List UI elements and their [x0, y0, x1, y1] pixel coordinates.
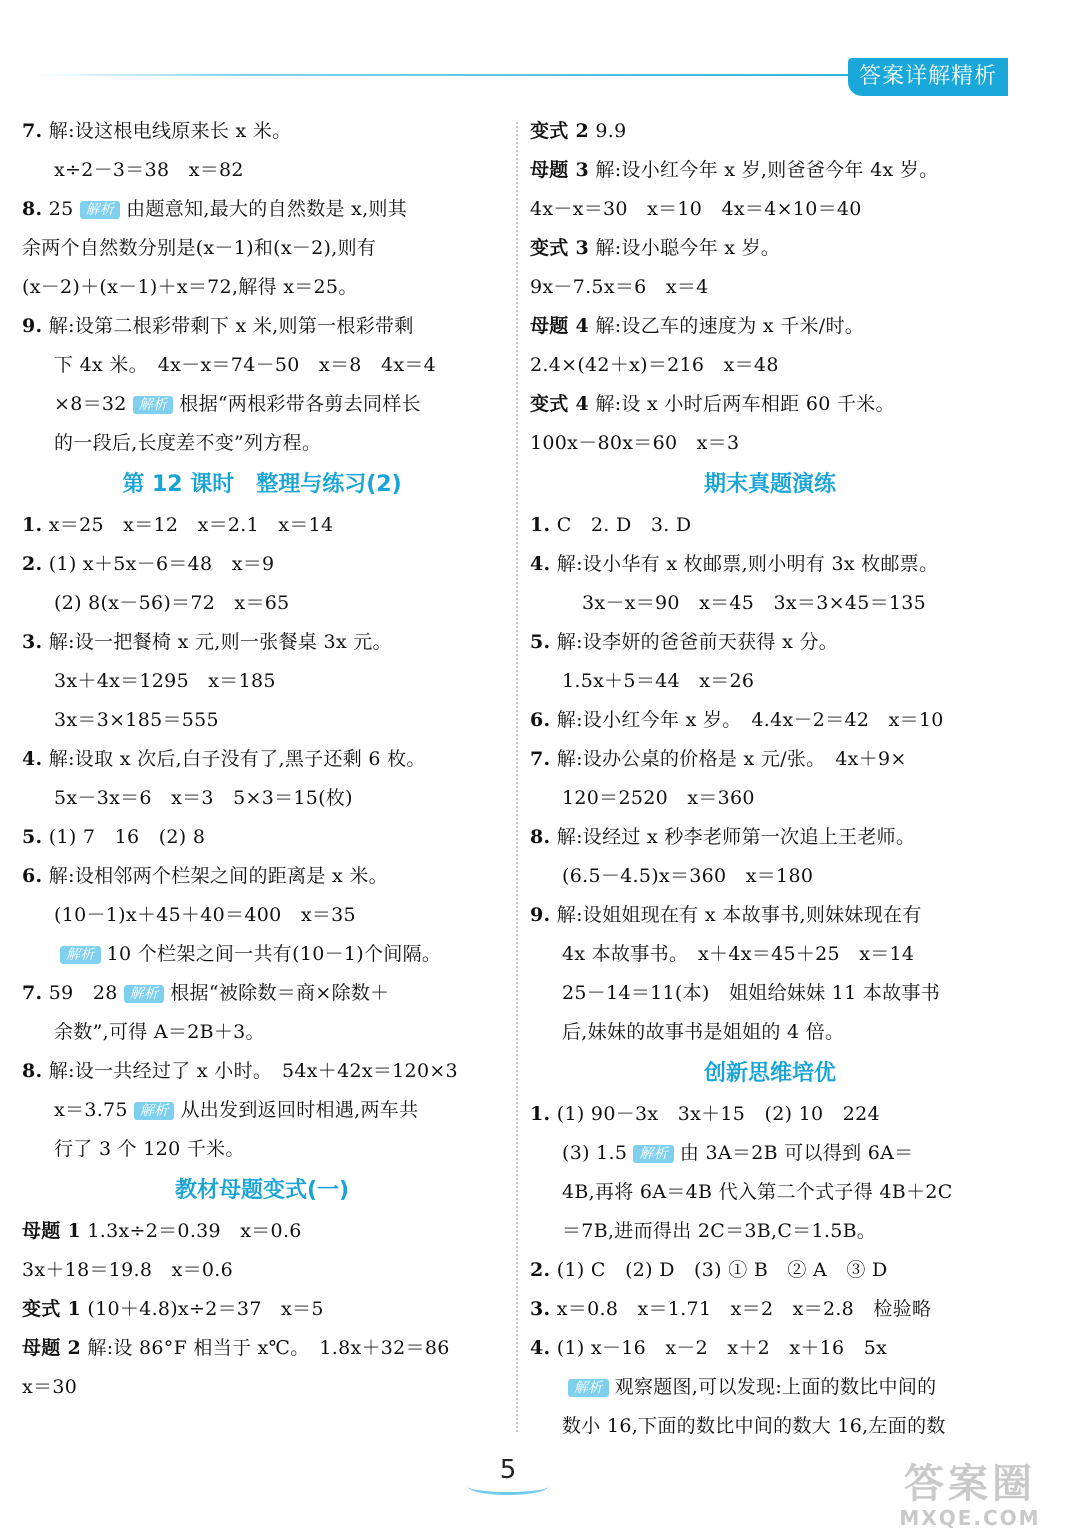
- question-number: 8.: [530, 826, 551, 848]
- answer-line: [530, 424, 1010, 463]
- watermark-logo: 答案圈: [904, 1461, 1036, 1507]
- answer-text: 3x＋4x＝1295 x＝185: [54, 670, 276, 692]
- answer-text: 解:设李妍的爸爸前天获得 x 分。: [556, 631, 839, 653]
- answer-text: 25: [48, 198, 74, 220]
- answer-text: 4x－x＝30 x＝10 4x＝4×10＝40: [530, 198, 862, 220]
- answer-line: [22, 818, 502, 857]
- answer-text: 解:设办公桌的价格是 x 元/张。 4x＋9×: [556, 748, 907, 770]
- answer-text: 解:设这根电线原来长 x 米。: [48, 120, 292, 142]
- answer-text: 下 4x 米。 4x－x＝74－50 x＝8 4x＝4: [54, 354, 437, 376]
- answer-text: 4x 本故事书。 x＋4x＝45＋25 x＝14: [562, 943, 915, 965]
- answer-line: [530, 190, 1010, 229]
- question-number: 变式 3: [530, 237, 590, 259]
- answer-line: [22, 779, 502, 818]
- answer-line: [22, 662, 502, 701]
- answer-line: [530, 857, 1010, 896]
- answer-text: 解:设乙车的速度为 x 千米/时。: [595, 315, 865, 337]
- answer-line: [22, 974, 502, 1013]
- answer-line: [22, 623, 502, 662]
- question-number: 母题 3: [530, 159, 590, 181]
- answer-line: [530, 740, 1010, 779]
- answer-line: [530, 229, 1010, 268]
- answer-line: [22, 112, 502, 151]
- answer-line: [530, 346, 1010, 385]
- answer-text: (1) x－16 x－2 x＋2 x＋16 5x: [556, 1337, 888, 1359]
- answer-line: [22, 229, 502, 268]
- answer-line: [22, 545, 502, 584]
- section-title: 期末真题演练: [703, 472, 836, 497]
- analysis-tag: 解析: [133, 396, 174, 414]
- answer-line: [22, 190, 502, 229]
- answer-text: 解:设 x 小时后两车相距 60 千米。: [595, 393, 895, 415]
- answer-text: ×8＝32: [54, 393, 127, 415]
- answer-text: x＝30: [22, 1376, 78, 1398]
- answer-text: 解:设相邻两个栏架之间的距离是 x 米。: [48, 865, 388, 887]
- analysis-text: 观察题图,可以发现:上面的数比中间的: [614, 1376, 937, 1398]
- answer-line: [530, 935, 1010, 974]
- answer-line: [22, 151, 502, 190]
- answer-text: (1) 7 16 (2) 8: [48, 826, 206, 848]
- question-number: 变式 2: [530, 120, 590, 142]
- watermark-url: MXQE.COM: [899, 1506, 1041, 1530]
- answer-line: [530, 307, 1010, 346]
- answer-line: [22, 1290, 502, 1329]
- answer-line: [22, 740, 502, 779]
- answer-text: (6.5－4.5)x＝360 x＝180: [562, 865, 814, 887]
- section-title: 教材母题变式(一): [174, 1178, 350, 1203]
- answer-text: (1) x＋5x－6＝48 x＝9: [48, 553, 275, 575]
- answer-text: x÷2－3＝38 x＝82: [54, 159, 244, 181]
- answer-line: [530, 1290, 1010, 1329]
- answer-line: [530, 1173, 1010, 1212]
- answer-text: (1) C (2) D (3) ① B ② A ③ D: [556, 1259, 888, 1281]
- analysis-tag: 解析: [80, 201, 121, 219]
- answer-line: [22, 857, 502, 896]
- question-number: 8.: [22, 1060, 43, 1082]
- answer-line: [530, 1013, 1010, 1052]
- watermark: [880, 1462, 1060, 1534]
- answer-text: 解:设小聪今年 x 岁。: [595, 237, 781, 259]
- answer-text: 行了 3 个 120 千米。: [54, 1138, 245, 1160]
- answer-text: 3x＋18＝19.8 x＝0.6: [22, 1259, 234, 1281]
- answer-line: [22, 896, 502, 935]
- section-title: 第 12 课时 整理与练习(2): [122, 472, 402, 497]
- answer-line: [530, 779, 1010, 818]
- answer-text: x＝25 x＝12 x＝2.1 x＝14: [48, 514, 334, 536]
- answer-text: 9.9: [595, 120, 627, 142]
- answer-line: [530, 385, 1010, 424]
- question-number: 6.: [22, 865, 43, 887]
- answer-text: (10－1)x＋45＋40＝400 x＝35: [54, 904, 356, 926]
- analysis-text: 10 个栏架之间一共有(10－1)个间隔。: [106, 943, 442, 965]
- answer-text: 余数”,可得 A＝2B＋3。: [54, 1021, 265, 1043]
- answer-line: [22, 1368, 502, 1407]
- answer-line: [22, 424, 502, 463]
- question-number: 7.: [530, 748, 551, 770]
- answer-line: [530, 623, 1010, 662]
- analysis-text: 由 3A＝2B 可以得到 6A＝: [679, 1142, 914, 1164]
- answer-line: [22, 935, 502, 974]
- answer-line: [530, 268, 1010, 307]
- answer-line: [22, 1091, 502, 1130]
- answer-text: 9x－7.5x＝6 x＝4: [530, 276, 709, 298]
- answer-text: (2) 8(x－56)＝72 x＝65: [54, 592, 290, 614]
- answer-text: 的一段后,长度差不变”列方程。: [54, 432, 322, 454]
- answer-line: [22, 1052, 502, 1091]
- answer-line: [22, 1130, 502, 1169]
- question-number: 2.: [530, 1259, 551, 1281]
- answer-line: [22, 1329, 502, 1368]
- answer-text: (10＋4.8)x÷2＝37 x＝5: [87, 1298, 324, 1320]
- answer-line: [530, 701, 1010, 740]
- question-number: 3.: [530, 1298, 551, 1320]
- answer-text: 后,妹妹的故事书是姐姐的 4 倍。: [562, 1021, 845, 1043]
- answer-text: 120＝2520 x＝360: [562, 787, 755, 809]
- answer-line: [530, 1212, 1010, 1251]
- page-number-arc: [468, 1478, 548, 1495]
- analysis-tag: 解析: [124, 985, 165, 1003]
- answer-line: [530, 1134, 1010, 1173]
- answer-text: 解:设一共经过了 x 小时。 54x＋42x＝120×3: [48, 1060, 458, 1082]
- answer-line: [22, 385, 502, 424]
- answer-text: 解:设经过 x 秒李老师第一次追上王老师。: [556, 826, 916, 848]
- answer-line: [530, 506, 1010, 545]
- answer-line: [22, 584, 502, 623]
- answer-line: [22, 307, 502, 346]
- question-number: 7.: [22, 120, 43, 142]
- answer-line: [22, 1251, 502, 1290]
- answer-text: 解:设一把餐椅 x 元,则一张餐桌 3x 元。: [48, 631, 392, 653]
- answer-text: 解:设小华有 x 枚邮票,则小明有 3x 枚邮票。: [556, 553, 939, 575]
- left-column: [22, 112, 502, 1407]
- question-number: 5.: [530, 631, 551, 653]
- answer-text: 解:设第二根彩带剩下 x 米,则第一根彩带剩: [48, 315, 414, 337]
- question-number: 5.: [22, 826, 43, 848]
- answer-text: 5x－3x＝6 x＝3 5×3＝15(枚): [54, 787, 353, 809]
- header-tab: 答案详解精析: [848, 58, 1008, 96]
- question-number: 母题 4: [530, 315, 590, 337]
- answer-text: 余两个自然数分别是(x－1)和(x－2),则有: [22, 237, 377, 259]
- answer-text: 1.3x÷2＝0.39 x＝0.6: [87, 1220, 302, 1242]
- answer-text: 数小 16,下面的数比中间的数大 16,左面的数: [562, 1415, 946, 1437]
- analysis-text: 由题意知,最大的自然数是 x,则其: [126, 198, 408, 220]
- answer-text: x＝0.8 x＝1.71 x＝2 x＝2.8 检验略: [556, 1298, 932, 1320]
- answer-line: [530, 896, 1010, 935]
- question-number: 变式 1: [22, 1298, 82, 1320]
- question-number: 1.: [530, 1103, 551, 1125]
- question-number: 2.: [22, 553, 43, 575]
- analysis-text: 从出发到返回时相遇,两车共: [180, 1099, 419, 1121]
- answer-line: [22, 701, 502, 740]
- answer-text: (x－2)＋(x－1)＋x＝72,解得 x＝25。: [22, 276, 358, 298]
- answer-line: [22, 346, 502, 385]
- answer-text: x＝3.75: [54, 1099, 128, 1121]
- question-number: 母题 2: [22, 1337, 82, 1359]
- answer-line: [530, 662, 1010, 701]
- answer-line: [530, 1368, 1010, 1407]
- answer-line: [530, 974, 1010, 1013]
- question-number: 母题 1: [22, 1220, 82, 1242]
- answer-text: 解:设姐姐现在有 x 本故事书,则妹妹现在有: [556, 904, 922, 926]
- answer-text: 100x－80x＝60 x＝3: [530, 432, 740, 454]
- right-column: [530, 112, 1010, 1446]
- header-rule: [35, 74, 850, 76]
- answer-text: 1.5x＋5＝44 x＝26: [562, 670, 755, 692]
- question-number: 4.: [530, 1337, 551, 1359]
- answer-text: 3x＝3×185＝555: [54, 709, 219, 731]
- answer-text: 解:设小红今年 x 岁,则爸爸今年 4x 岁。: [595, 159, 939, 181]
- answer-line: [530, 545, 1010, 584]
- analysis-tag: 解析: [60, 946, 101, 964]
- answer-line: [22, 1013, 502, 1052]
- answer-line: [530, 1329, 1010, 1368]
- question-number: 变式 4: [530, 393, 590, 415]
- question-number: 9.: [22, 315, 43, 337]
- question-number: 9.: [530, 904, 551, 926]
- answer-line: [22, 506, 502, 545]
- question-number: 4.: [22, 748, 43, 770]
- page-number: 5: [499, 1455, 517, 1485]
- answer-text: ＝7B,进而得出 2C＝3B,C＝1.5B。: [562, 1220, 877, 1242]
- answer-text: 3x－x＝90 x＝45 3x＝3×45＝135: [582, 592, 927, 614]
- analysis-tag: 解析: [568, 1379, 609, 1397]
- analysis-tag: 解析: [134, 1102, 175, 1120]
- analysis-text: 根据“两根彩带各剪去同样长: [179, 393, 421, 415]
- question-number: 1.: [22, 514, 43, 536]
- answer-text: 解:设 86°F 相当于 x℃。 1.8x＋32＝86: [87, 1337, 450, 1359]
- question-number: 8.: [22, 198, 43, 220]
- answer-text: C 2. D 3. D: [556, 514, 692, 536]
- answer-text: 59 28: [48, 982, 118, 1004]
- answer-text: (3) 1.5: [562, 1142, 628, 1164]
- question-number: 1.: [530, 514, 551, 536]
- column-divider: [516, 122, 518, 1432]
- answer-text: 2.4×(42＋x)＝216 x＝48: [530, 354, 779, 376]
- question-number: 3.: [22, 631, 43, 653]
- answer-text: 解:设取 x 次后,白子没有了,黑子还剩 6 枚。: [48, 748, 426, 770]
- answer-line: [530, 1095, 1010, 1134]
- answer-text: 25－14＝11(本) 姐姐给妹妹 11 本故事书: [562, 982, 941, 1004]
- question-number: 7.: [22, 982, 43, 1004]
- question-number: 4.: [530, 553, 551, 575]
- answer-line: [530, 1407, 1010, 1446]
- analysis-text: 根据“被除数＝商×除数＋: [170, 982, 390, 1004]
- answer-line: [530, 112, 1010, 151]
- answer-text: 解:设小红今年 x 岁。 4.4x－2＝42 x＝10: [556, 709, 944, 731]
- answer-text: (1) 90－3x 3x＋15 (2) 10 224: [556, 1103, 880, 1125]
- answer-line: [530, 584, 1010, 623]
- question-number: 6.: [530, 709, 551, 731]
- section-title: 创新思维培优: [703, 1061, 836, 1086]
- analysis-tag: 解析: [633, 1145, 674, 1163]
- answer-text: 4B,再将 6A＝4B 代入第二个式子得 4B＋2C: [562, 1181, 953, 1203]
- answer-line: [22, 268, 502, 307]
- answer-line: [530, 1251, 1010, 1290]
- answer-line: [22, 1212, 502, 1251]
- answer-line: [530, 818, 1010, 857]
- answer-line: [530, 151, 1010, 190]
